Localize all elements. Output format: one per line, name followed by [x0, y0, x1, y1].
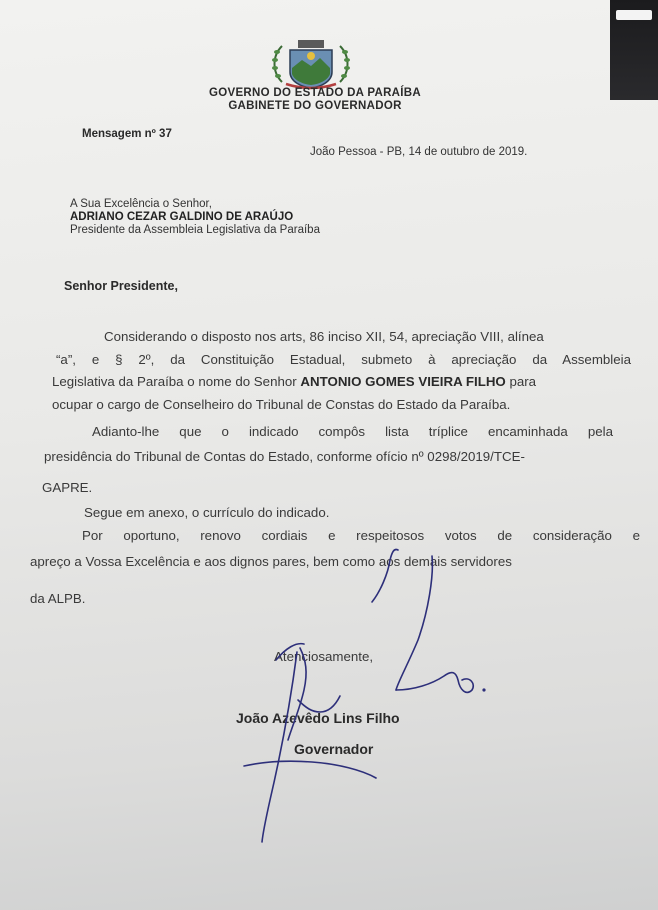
recipient-name: ADRIANO CEZAR GALDINO DE ARAÚJO: [70, 211, 294, 223]
paragraph-2-line-2: presidência do Tribunal de Contas do Estado, conforme ofício nº 0298/2019/TCE-: [44, 449, 525, 464]
closing: Atenciosamente,: [274, 649, 374, 664]
paragraph-1-line-3-post: para: [505, 374, 537, 389]
nominee-name: ANTONIO GOMES VIEIRA FILHO: [300, 374, 506, 389]
paragraph-2-line-1: Adianto-lhe que o indicado compôs lista tríplice encaminhada pela: [92, 424, 613, 439]
background-label: [616, 10, 652, 20]
header-line-1: GOVERNO DO ESTADO DA PARAÍBA: [208, 87, 421, 99]
paragraph-4-line-2: apreço a Vossa Excelência e aos dignos pares, bem como aos demais servidores: [30, 554, 512, 569]
signer-name: João Azevêdo Lins Filho: [236, 710, 400, 726]
paragraph-1-line-1: Considerando o disposto nos arts, 86 inciso XII, 54, apreciação VIII, alínea: [104, 329, 544, 344]
background-object: [610, 0, 658, 100]
greeting: Senhor Presidente,: [64, 279, 178, 293]
paragraph-4-line-1: Por oportuno, renovo cordiais e respeitosos votos de consideração e: [82, 528, 640, 543]
message-number: Mensagem nº 37: [82, 128, 172, 140]
signer-role: Governador: [294, 741, 374, 757]
place-date: João Pessoa - PB, 14 de outubro de 2019.: [310, 146, 528, 158]
paragraph-1-line-2: “a”, e § 2º, da Constituição Estadual, submeto à apreciação da Assembleia: [56, 352, 631, 367]
paragraph-3: Segue em anexo, o currículo do indicado.: [84, 505, 330, 520]
paragraph-4-line-3: da ALPB.: [30, 591, 86, 606]
paragraph-1-line-3-pre: Legislativa da Paraíba o nome do Senhor: [52, 374, 301, 389]
recipient-title: Presidente da Assembleia Legislativa da Paraíba: [70, 224, 320, 236]
recipient-salutation: A Sua Excelência o Senhor,: [70, 198, 212, 210]
header-line-2: GABINETE DO GOVERNADOR: [228, 100, 402, 112]
state-coat-of-arms-icon: [268, 38, 354, 90]
paragraph-2-line-3: GAPRE.: [42, 480, 93, 495]
paragraph-1-line-3: [52, 374, 536, 389]
paragraph-1-line-4: ocupar o cargo de Conselheiro do Tribunal de Constas do Estado da Paraíba.: [52, 397, 511, 412]
